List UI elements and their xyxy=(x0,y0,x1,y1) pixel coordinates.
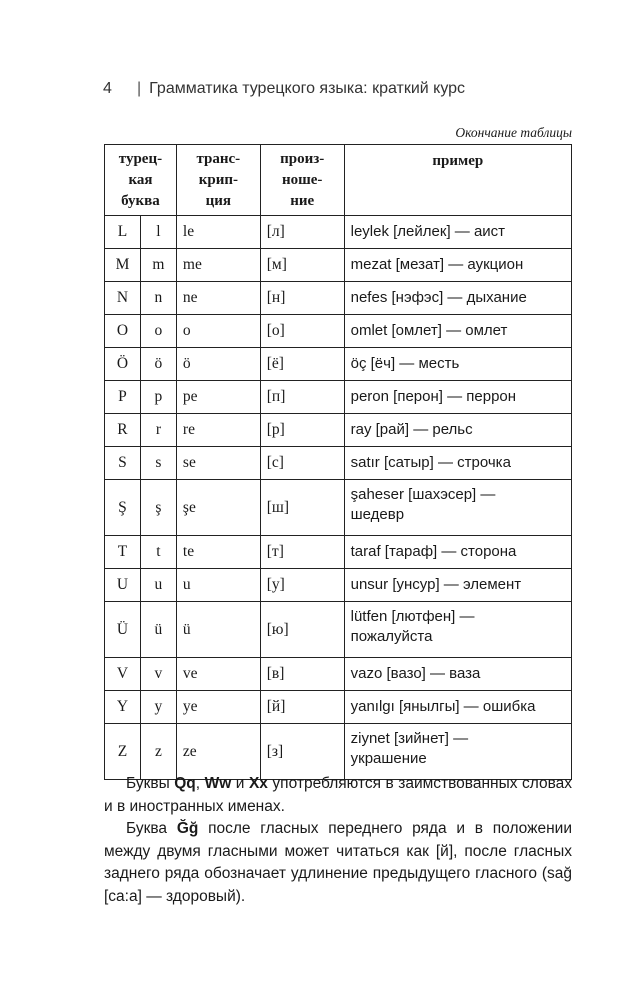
book-title: Грамматика турецкого языка: краткий курс xyxy=(149,80,466,97)
transcription-cell: me xyxy=(176,249,260,282)
letter-uppercase: O xyxy=(105,315,141,348)
transcription-cell: u xyxy=(176,569,260,602)
transcription-cell: pe xyxy=(176,381,260,414)
transcription-cell: ü xyxy=(176,602,260,658)
pronunciation-cell: [у] xyxy=(260,569,344,602)
letter-lowercase: n xyxy=(140,282,176,315)
example-cell: ziynet [зийнет] — украшение xyxy=(344,724,571,780)
letter-uppercase: V xyxy=(105,658,141,691)
letter-uppercase: T xyxy=(105,536,141,569)
letter-uppercase: Ş xyxy=(105,480,141,536)
pronunciation-cell: [о] xyxy=(260,315,344,348)
table-row xyxy=(105,480,572,536)
letter-uppercase: L xyxy=(105,216,141,249)
transcription-cell: te xyxy=(176,536,260,569)
pronunciation-cell: [с] xyxy=(260,447,344,480)
header-transcription: транс- крип- ция xyxy=(176,145,260,216)
table-row xyxy=(105,315,572,348)
pronunciation-cell: [й] xyxy=(260,691,344,724)
pronunciation-cell: [н] xyxy=(260,282,344,315)
alphabet-table xyxy=(104,144,572,780)
table-row xyxy=(105,414,572,447)
header-letter: турец- кая буква xyxy=(105,145,177,216)
example-cell: satır [сатыр] — строчка xyxy=(344,447,571,480)
letter-uppercase: M xyxy=(105,249,141,282)
example-cell: unsur [унсур] — элемент xyxy=(344,569,571,602)
table-body xyxy=(105,216,572,780)
transcription-cell: ne xyxy=(176,282,260,315)
pronunciation-cell: [в] xyxy=(260,658,344,691)
text-run: , xyxy=(195,775,205,792)
example-cell: şaheser [шахэсер] — шедевр xyxy=(344,480,571,536)
letter-lowercase: v xyxy=(140,658,176,691)
letter-uppercase: Z xyxy=(105,724,141,780)
text-run: и xyxy=(231,775,249,792)
pronunciation-cell: [ю] xyxy=(260,602,344,658)
letter-lowercase: y xyxy=(140,691,176,724)
letter-uppercase: Ö xyxy=(105,348,141,381)
pronunciation-cell: [р] xyxy=(260,414,344,447)
pronunciation-cell: [п] xyxy=(260,381,344,414)
letter-lowercase: t xyxy=(140,536,176,569)
table-row xyxy=(105,724,572,780)
letter-gg: Ğğ xyxy=(176,820,199,837)
table-header-row xyxy=(105,145,572,216)
letter-lowercase: p xyxy=(140,381,176,414)
transcription-cell: şe xyxy=(176,480,260,536)
table-row xyxy=(105,447,572,480)
pronunciation-cell: [л] xyxy=(260,216,344,249)
table-row xyxy=(105,249,572,282)
letter-lowercase: l xyxy=(140,216,176,249)
letter-uppercase: Y xyxy=(105,691,141,724)
example-cell: peron [перон] — перрон xyxy=(344,381,571,414)
transcription-cell: se xyxy=(176,447,260,480)
table-row xyxy=(105,381,572,414)
table-row xyxy=(105,658,572,691)
pronunciation-cell: [з] xyxy=(260,724,344,780)
example-cell: lütfen [лютфен] — пожалуйста xyxy=(344,602,571,658)
letter-lowercase: r xyxy=(140,414,176,447)
letter-uppercase: N xyxy=(105,282,141,315)
example-cell: ray [рай] — рельс xyxy=(344,414,571,447)
text-run: Буква xyxy=(126,820,177,837)
table-row xyxy=(105,216,572,249)
letter-uppercase: R xyxy=(105,414,141,447)
pronunciation-cell: [м] xyxy=(260,249,344,282)
letter-xx: Xx xyxy=(248,775,268,792)
letter-lowercase: u xyxy=(140,569,176,602)
text-run: употребляются в заимствованных словах и в иностранных именах. xyxy=(104,775,572,815)
pronunciation-cell: [т] xyxy=(260,536,344,569)
example-cell: omlet [омлет] — омлет xyxy=(344,315,571,348)
letter-uppercase: U xyxy=(105,569,141,602)
header-separator: | xyxy=(137,80,142,97)
running-head xyxy=(103,80,465,98)
transcription-cell: le xyxy=(176,216,260,249)
body-text xyxy=(104,773,572,908)
transcription-cell: re xyxy=(176,414,260,447)
letter-lowercase: ü xyxy=(140,602,176,658)
example-cell: mezat [мезат] — аукцион xyxy=(344,249,571,282)
letter-ww: Ww xyxy=(204,775,232,792)
table-row xyxy=(105,691,572,724)
pronunciation-cell: [ш] xyxy=(260,480,344,536)
paragraph-foreign-letters xyxy=(104,773,572,818)
header-pronunciation: произ- ноше- ние xyxy=(260,145,344,216)
letter-qq: Qq xyxy=(174,775,196,792)
text-run: Буквы xyxy=(126,775,175,792)
example-cell: vazo [вазо] — ваза xyxy=(344,658,571,691)
page-number: 4 xyxy=(103,80,112,97)
letter-uppercase: S xyxy=(105,447,141,480)
transcription-cell: o xyxy=(176,315,260,348)
paragraph-soft-g xyxy=(104,818,572,908)
letter-lowercase: o xyxy=(140,315,176,348)
table-caption: Окончание таблицы xyxy=(455,125,572,140)
transcription-cell: ve xyxy=(176,658,260,691)
pronunciation-cell: [ё] xyxy=(260,348,344,381)
table-row xyxy=(105,602,572,658)
letter-lowercase: z xyxy=(140,724,176,780)
letter-uppercase: P xyxy=(105,381,141,414)
example-cell: nefes [нэфэс] — дыхание xyxy=(344,282,571,315)
example-cell: öç [ёч] — месть xyxy=(344,348,571,381)
example-cell: taraf [тараф] — сторона xyxy=(344,536,571,569)
transcription-cell: ye xyxy=(176,691,260,724)
table-row xyxy=(105,569,572,602)
letter-lowercase: m xyxy=(140,249,176,282)
transcription-cell: ze xyxy=(176,724,260,780)
table-row xyxy=(105,348,572,381)
example-cell: yanılgı [янылгы] — ошибка xyxy=(344,691,571,724)
letter-lowercase: s xyxy=(140,447,176,480)
letter-lowercase: ö xyxy=(140,348,176,381)
table-row xyxy=(105,536,572,569)
table-row xyxy=(105,282,572,315)
letter-uppercase: Ü xyxy=(105,602,141,658)
transcription-cell: ö xyxy=(176,348,260,381)
letter-lowercase: ş xyxy=(140,480,176,536)
text-run: после гласных переднего ряда и в положении между двумя гласными может читаться как [й], после гласных заднего ряда обозначает удлинение предыдущего гласного (sağ [са:а] — здоровый). xyxy=(104,820,572,905)
header-example: пример xyxy=(344,145,571,216)
example-cell: leylek [лейлек] — аист xyxy=(344,216,571,249)
